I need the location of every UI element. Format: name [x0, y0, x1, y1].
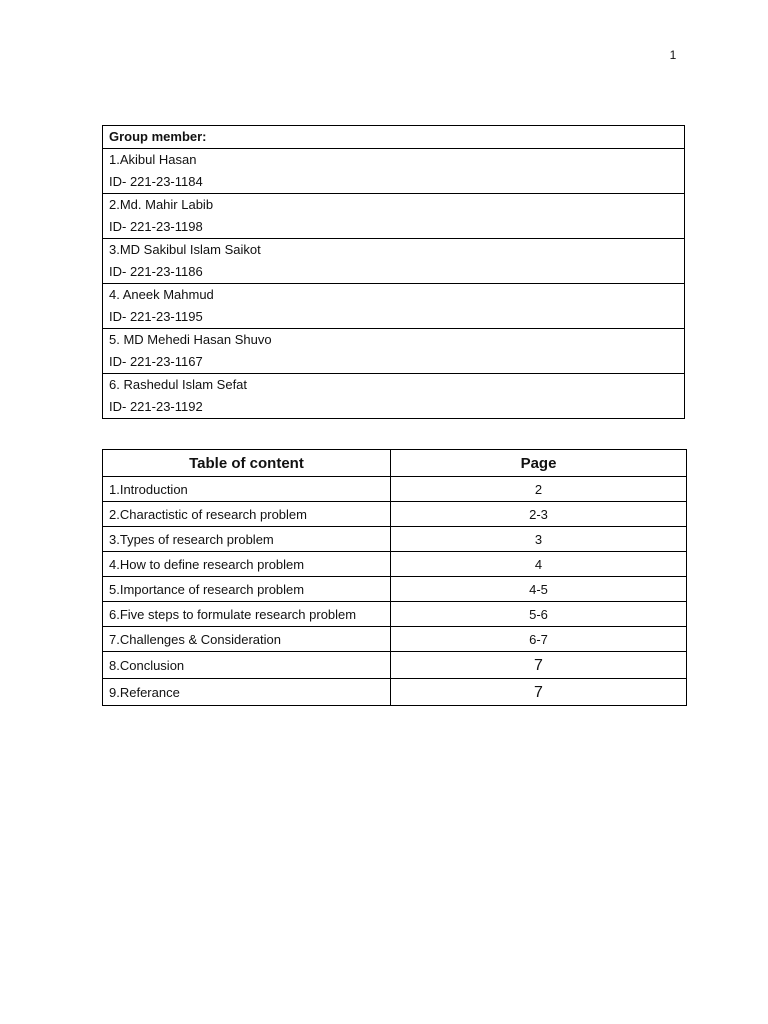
member-id: ID- 221-23-1198	[109, 219, 203, 234]
toc-row	[103, 477, 687, 502]
toc-row	[103, 502, 687, 527]
member-row	[103, 239, 685, 284]
toc-item-title: 6.Five steps to formulate research problem	[103, 602, 391, 627]
member-name: 3.MD Sakibul Islam Saikot	[109, 242, 261, 257]
member-row	[103, 149, 685, 194]
member-id: ID- 221-23-1184	[109, 174, 203, 189]
member-name: 1.Akibul Hasan	[109, 152, 197, 167]
toc-row	[103, 602, 687, 627]
toc-item-title: 9.Referance	[103, 679, 391, 706]
toc-item-page: 6-7	[391, 627, 687, 652]
toc-row	[103, 577, 687, 602]
member-id: ID- 221-23-1195	[109, 309, 203, 324]
toc-item-page: 7	[391, 679, 687, 706]
toc-item-page: 5-6	[391, 602, 687, 627]
member-cell	[103, 149, 685, 194]
toc-item-title: 5.Importance of research problem	[103, 577, 391, 602]
toc-page-header: Page	[391, 450, 687, 477]
toc-row	[103, 527, 687, 552]
member-row	[103, 329, 685, 374]
member-row	[103, 194, 685, 239]
toc-item-title: 1.Introduction	[103, 477, 391, 502]
toc-item-page: 4	[391, 552, 687, 577]
member-name: 6. Rashedul Islam Sefat	[109, 377, 248, 392]
member-cell	[103, 239, 685, 284]
member-id: ID- 221-23-1192	[109, 399, 203, 414]
toc-title-header: Table of content	[103, 450, 391, 477]
page-number: 1	[669, 48, 677, 62]
member-cell	[103, 374, 685, 419]
member-id: ID- 221-23-1167	[109, 354, 203, 369]
group-header-row	[103, 126, 685, 149]
member-name: 5. MD Mehedi Hasan Shuvo	[109, 332, 272, 347]
group-member-table	[102, 125, 685, 419]
toc-row	[103, 679, 687, 706]
member-id: ID- 221-23-1186	[109, 264, 203, 279]
member-name: 2.Md. Mahir Labib	[109, 197, 214, 212]
toc-row	[103, 552, 687, 577]
toc-item-page: 3	[391, 527, 687, 552]
member-cell	[103, 194, 685, 239]
member-row	[103, 284, 685, 329]
toc-row	[103, 627, 687, 652]
toc-item-title: 4.How to define research problem	[103, 552, 391, 577]
member-name: 4. Aneek Mahmud	[109, 287, 214, 302]
toc-row	[103, 652, 687, 679]
toc-item-title: 3.Types of research problem	[103, 527, 391, 552]
group-header: Group member:	[103, 126, 685, 149]
member-cell	[103, 329, 685, 374]
toc-item-page: 4-5	[391, 577, 687, 602]
toc-item-page: 7	[391, 652, 687, 679]
toc-item-title: 8.Conclusion	[103, 652, 391, 679]
member-row	[103, 374, 685, 419]
table-of-content	[102, 449, 687, 706]
toc-item-page: 2-3	[391, 502, 687, 527]
toc-item-title: 2.Charactistic of research problem	[103, 502, 391, 527]
toc-header-row	[103, 450, 687, 477]
member-cell	[103, 284, 685, 329]
toc-item-title: 7.Challenges & Consideration	[103, 627, 391, 652]
toc-item-page: 2	[391, 477, 687, 502]
